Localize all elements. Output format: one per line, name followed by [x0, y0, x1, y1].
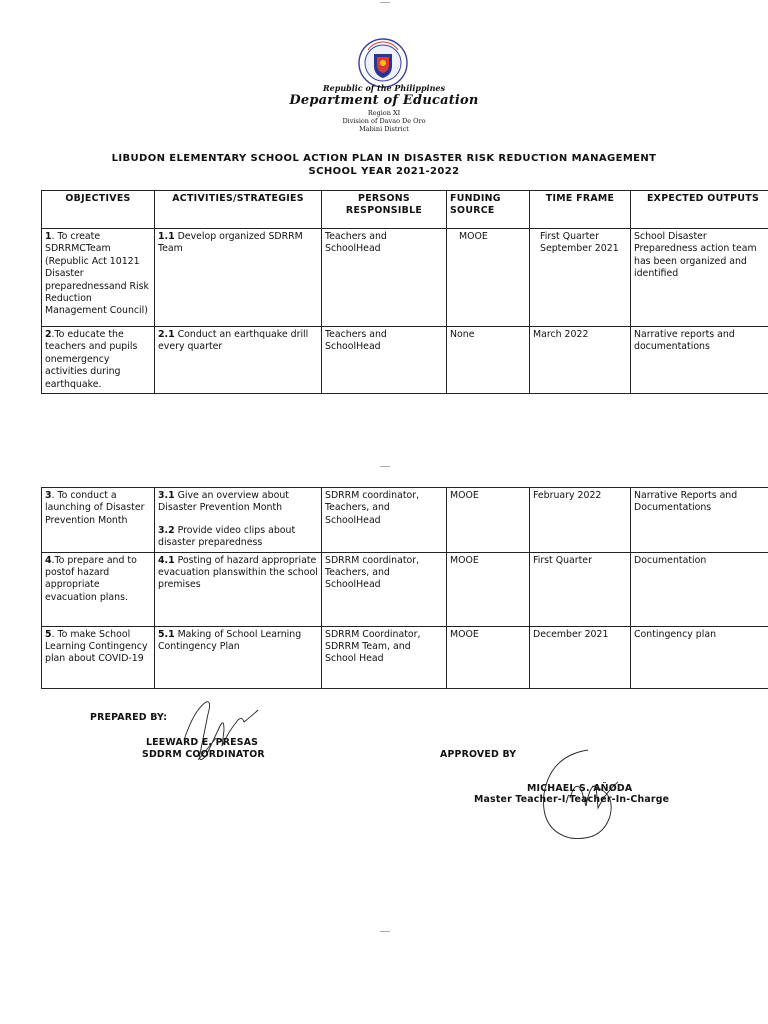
funding-cell: MOOE: [447, 229, 530, 327]
objective-text: . To create SDRRMCTeam (Republic Act 10121 Disaster preparednessand Risk Reduction Management Council): [45, 231, 149, 317]
expected-output-cell: Contingency plan: [631, 626, 768, 688]
objective-cell: [42, 327, 155, 394]
header-funding: FUNDING SOURCE: [447, 191, 530, 229]
header-expected-outputs: EXPECTED OUTPUTS: [631, 191, 768, 229]
activity-text: Provide video clips about disaster preparedness: [158, 524, 296, 549]
republic-line: Republic of the Philippines: [322, 83, 445, 93]
action-plan-table-continued: [41, 487, 768, 689]
page-break-marker-middle: [380, 466, 390, 467]
time-frame-cell: First Quarter September 2021: [530, 229, 631, 327]
school-year: SCHOOL YEAR 2021-2022: [308, 166, 460, 177]
header-activities: ACTIVITIES/STRATEGIES: [155, 191, 322, 229]
division-line: Division of Davao De Oro: [342, 117, 426, 125]
objective-cell: [42, 552, 155, 626]
approved-by-label: APPROVED BY: [440, 749, 517, 760]
activity-cell: [155, 552, 322, 626]
activity-text: Give an overview about Disaster Prevention Month: [158, 490, 289, 514]
region-line: Region XI: [367, 109, 401, 117]
table-row: [42, 626, 768, 688]
table-row: [42, 488, 768, 553]
time-frame-cell: First Quarter: [530, 552, 631, 626]
activity-number: 1.1: [158, 231, 175, 242]
funding-cell: MOOE: [447, 626, 530, 688]
objective-number: 5: [45, 628, 52, 640]
document-title: LIBUDON ELEMENTARY SCHOOL ACTION PLAN IN DISASTER RISK REDUCTION MANAGEMENT: [111, 153, 657, 164]
activity-number: 3.1: [158, 490, 175, 501]
prepared-by-name: LEEWARD E. PRESAS: [146, 737, 259, 748]
objective-cell: [42, 488, 155, 553]
table-header-row: [42, 191, 768, 229]
objective-text: . To make School Learning Contingency plan about COVID-19: [45, 628, 148, 665]
table-row: [42, 327, 768, 394]
time-frame-cell: March 2022: [530, 327, 631, 394]
activity-number: 4.1: [158, 554, 175, 566]
expected-output-cell: Narrative reports and documentations: [631, 327, 768, 394]
approved-by-title: Master Teacher-I/Teacher-In-Charge: [474, 794, 670, 805]
objective-cell: [42, 229, 155, 327]
objective-number: 3: [45, 490, 52, 501]
expected-output-cell: School Disaster Preparedness action team has been organized and identified: [631, 229, 768, 327]
activity-cell: [155, 327, 322, 394]
activity-text: Develop organized SDRRM Team: [158, 231, 303, 255]
district-line: Mabini District: [359, 125, 409, 133]
funding-cell: MOOE: [447, 552, 530, 626]
time-frame-cell: December 2021: [530, 626, 631, 688]
objective-text: . To conduct a launching of Disaster Prevention Month: [45, 490, 145, 526]
objective-cell: [42, 626, 155, 688]
persons-cell: SDRRM coordinator, Teachers, and SchoolHead: [322, 488, 447, 553]
header-time-frame: TIME FRAME: [530, 191, 631, 229]
prepared-by-title: SDDRM COORDINATOR: [142, 749, 265, 760]
page-break-marker-top: [380, 2, 390, 3]
deped-seal-icon: [358, 38, 408, 88]
expected-output-cell: Narrative Reports and Documentations: [631, 488, 768, 553]
page-break-marker-bottom: [380, 931, 390, 932]
activity-text: Posting of hazard appropriate evacuation planswithin the school premises: [158, 554, 318, 591]
time-frame-cell: February 2022: [530, 488, 631, 553]
objective-text: .To prepare and to postof hazard appropriate evacuation plans.: [45, 554, 137, 603]
header-objectives: OBJECTIVES: [42, 191, 155, 229]
activity-number: 5.1: [158, 628, 175, 640]
activity-cell: [155, 626, 322, 688]
persons-cell: Teachers and SchoolHead: [322, 229, 447, 327]
objective-text: .To educate the teachers and pupils onemergency activities during earthquake.: [45, 329, 138, 390]
approved-by-name: MICHAEL S. AÑODA: [527, 783, 633, 794]
objective-number: 1: [45, 231, 52, 242]
prepared-by-label: PREPARED BY:: [90, 712, 168, 723]
activity-text: Making of School Learning Contingency Plan: [158, 628, 302, 653]
funding-cell: None: [447, 327, 530, 394]
activity-number: 3.2: [158, 524, 175, 536]
table-row: [42, 229, 768, 327]
expected-output-cell: Documentation: [631, 552, 768, 626]
persons-cell: Teachers and SchoolHead: [322, 327, 447, 394]
activity-item: [158, 525, 318, 550]
action-plan-table: [41, 190, 768, 394]
header-persons: PERSONS RESPONSIBLE: [322, 191, 447, 229]
objective-number: 2: [45, 329, 52, 340]
activity-cell: [155, 488, 322, 553]
department-name: Department of Education: [289, 93, 479, 108]
persons-cell: SDRRM coordinator, Teachers, and SchoolHead: [322, 552, 447, 626]
objective-number: 4: [45, 554, 52, 566]
activity-text: Conduct an earthquake drill every quarter: [158, 329, 309, 353]
activity-cell: [155, 229, 322, 327]
funding-cell: MOOE: [447, 488, 530, 553]
activity-number: 2.1: [158, 329, 175, 340]
activity-item: [158, 490, 318, 515]
persons-cell: SDRRM Coordinator, SDRRM Team, and School Head: [322, 626, 447, 688]
table-row: [42, 552, 768, 626]
